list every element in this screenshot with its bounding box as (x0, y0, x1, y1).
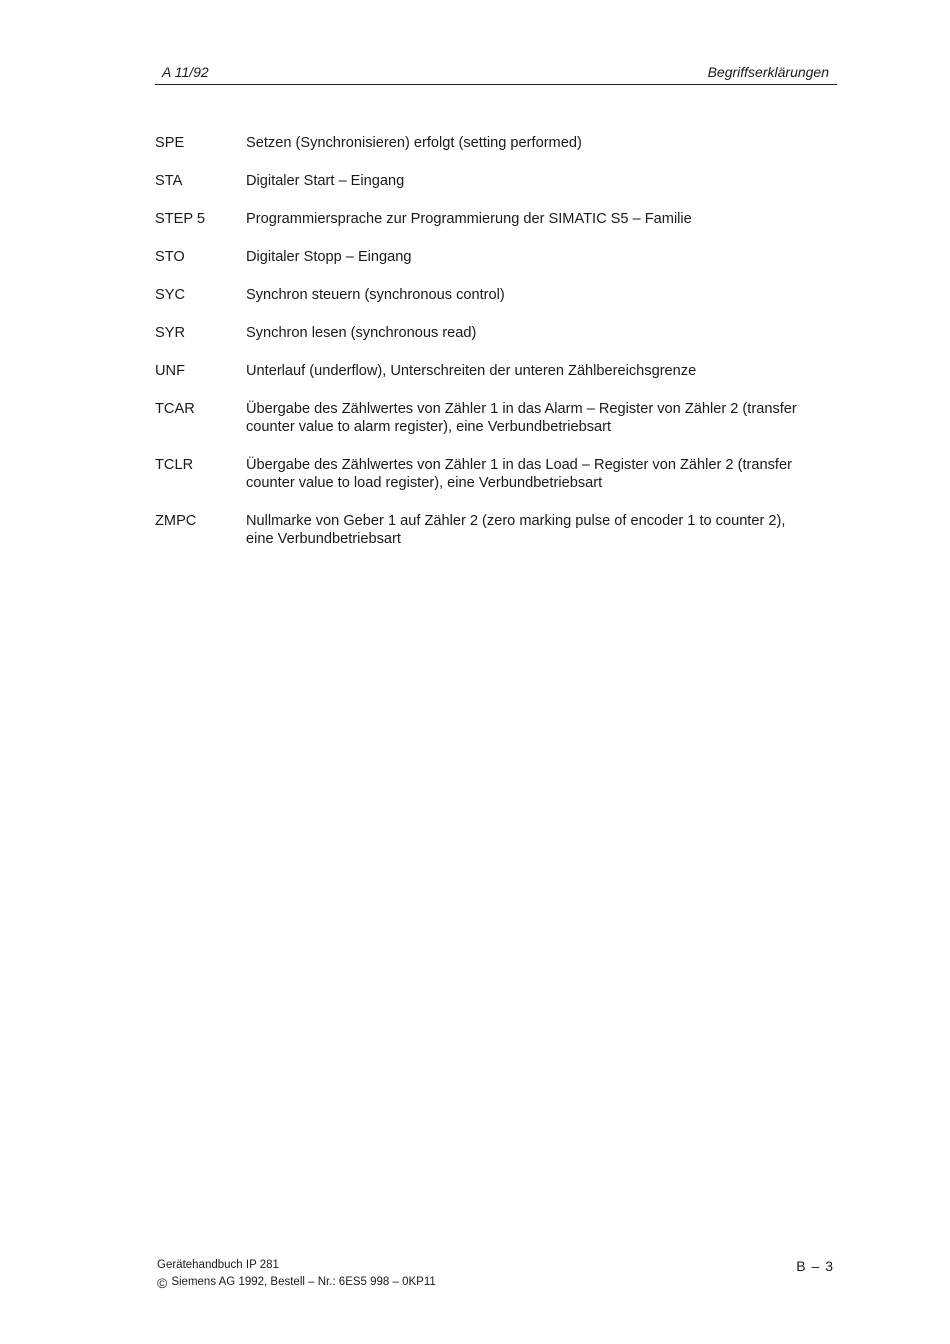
glossary-definition: Synchron lesen (synchronous read) (246, 325, 477, 341)
glossary-term: SPE (155, 135, 185, 151)
glossary-entry (155, 362, 845, 380)
glossary-list (155, 134, 845, 568)
footer-copyright (157, 1274, 436, 1291)
glossary-term: SYR (155, 325, 186, 341)
glossary-definition: Digitaler Stopp – Eingang (246, 249, 412, 265)
glossary-definition: Nullmarke von Geber 1 auf Zähler 2 (zero marking pulse of encoder 1 to counter 2), eine Verbundbetriebsart (246, 513, 786, 547)
footer-manual-title: Gerätehandbuch IP 281 (157, 1259, 279, 1271)
glossary-definition: Digitaler Start – Eingang (246, 173, 405, 189)
glossary-term: TCLR (155, 457, 194, 473)
glossary-definition: Übergabe des Zählwertes von Zähler 1 in das Alarm – Register von Zähler 2 (transfer counter value to alarm register), eine Verbundbetriebsart (246, 401, 797, 435)
glossary-term: STA (155, 173, 183, 189)
page-footer (157, 1257, 436, 1291)
glossary-entry (155, 324, 845, 342)
glossary-definition: Unterlauf (underflow), Unterschreiten der unteren Zählbereichsgrenze (246, 363, 697, 379)
glossary-entry (155, 210, 845, 228)
glossary-entry (155, 400, 845, 436)
page-number: B – 3 (796, 1258, 834, 1274)
footer-order-number: Siemens AG 1992, Bestell – Nr.: 6ES5 998 – 0KP11 (171, 1276, 436, 1288)
glossary-definition: Übergabe des Zählwertes von Zähler 1 in das Load – Register von Zähler 2 (transfer counter value to load register), eine Verbundbetriebsart (246, 457, 792, 491)
header-date: A 11/92 (162, 64, 209, 80)
glossary-term: STO (155, 249, 185, 265)
page-header (155, 62, 837, 85)
glossary-term: TCAR (155, 401, 195, 417)
glossary-entry (155, 248, 845, 266)
glossary-entry (155, 512, 845, 548)
glossary-entry (155, 286, 845, 304)
glossary-entry (155, 456, 845, 492)
copyright-icon: © (157, 1274, 168, 1291)
glossary-entry (155, 172, 845, 190)
glossary-definition: Programmiersprache zur Programmierung der SIMATIC S5 – Familie (246, 211, 692, 227)
glossary-definition: Synchron steuern (synchronous control) (246, 287, 505, 303)
glossary-term: STEP 5 (155, 211, 206, 227)
header-section-title: Begriffserklärungen (707, 64, 829, 80)
glossary-definition: Setzen (Synchronisieren) erfolgt (setting performed) (246, 135, 582, 151)
glossary-term: SYC (155, 287, 186, 303)
glossary-term: ZMPC (155, 513, 197, 529)
glossary-entry (155, 134, 845, 152)
glossary-term: UNF (155, 363, 185, 379)
